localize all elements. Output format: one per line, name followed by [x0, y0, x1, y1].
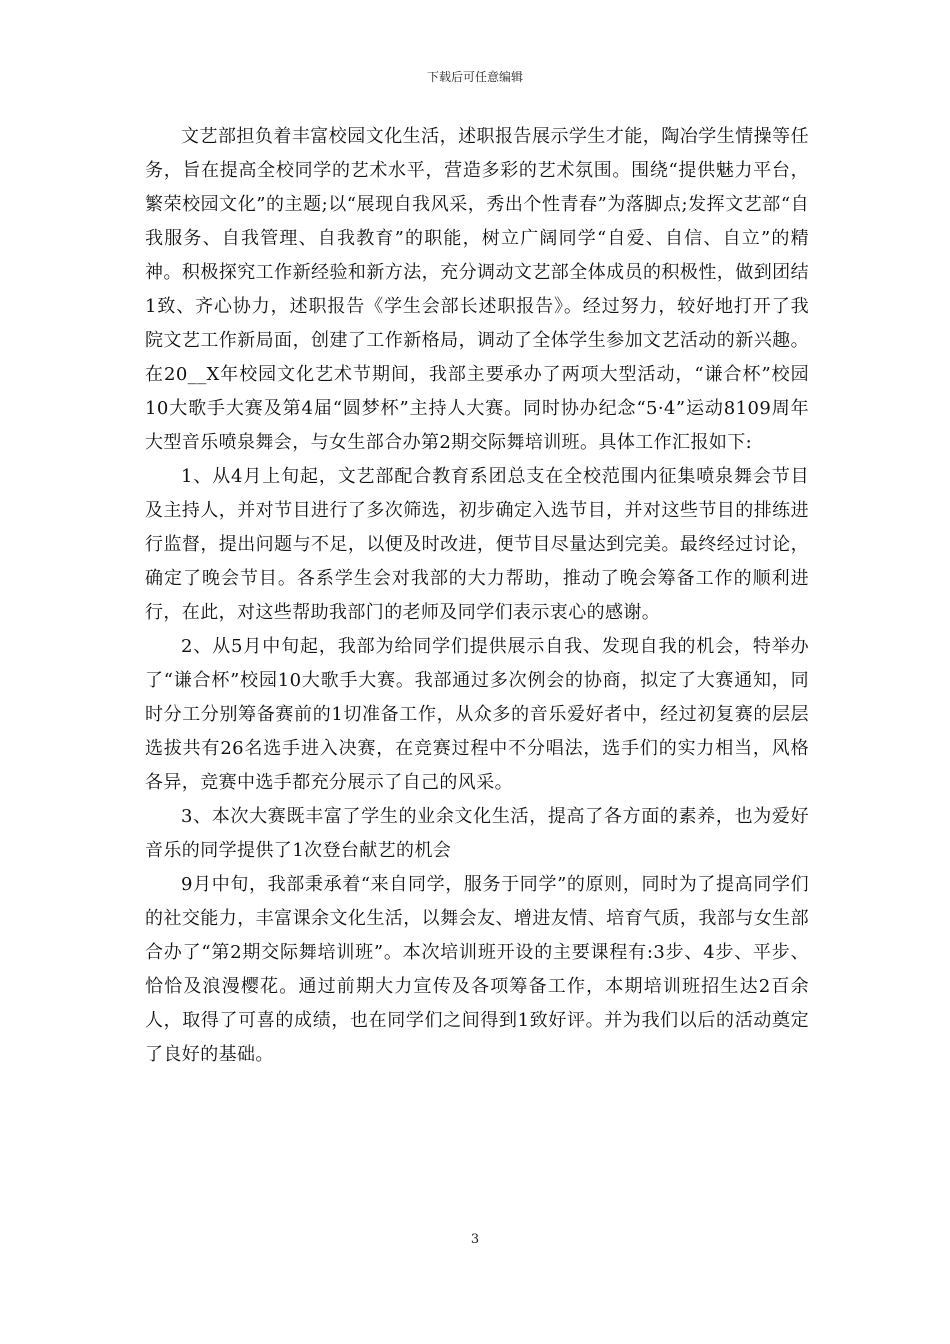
paragraph-item-3: 3、本次大赛既丰富了学生的业余文化生活，提高了各方面的素养，也为爱好音乐的同学提供了1次登台献艺的机会 — [145, 806, 809, 861]
document-body — [145, 120, 809, 1072]
paragraph-intro: 文艺部担负着丰富校园文化生活，述职报告展示学生才能，陶冶学生情操等任务，旨在提高全校同学的艺术水平，营造多彩的艺术氛围。围绕“提供魅力平台，繁荣校园文化”的主题;以“展现自我风采，秀出个性青春”为落脚点;发挥文艺部“自我服务、自我管理、自我教育”的职能，树立广阔同学“自爱、自信、自立”的精神。积极探究工作新经验和新方法，充分调动文艺部全体成员的积极性，做到团结1致、齐心协力，述职报告《学生会部长述职报告》。经过努力，较好地打开了我院文艺工作新局面，创建了工作新格局，调动了全体学生参加文艺活动的新兴趣。在20__X年校园文化艺术节期间，我部主要承办了两项大型活动，“谦合杯”校园10大歌手大赛及第4届“圆梦杯”主持人大赛。同时协办纪念“5·4”运动8109周年大型音乐喷泉舞会，与女生部合办第2期交际舞培训班。具体工作汇报如下: — [145, 126, 809, 453]
page-number: 3 — [470, 1232, 480, 1247]
paragraph-september: 9月中旬，我部秉承着“来自同学，服务于同学”的原则，同时为了提高同学们的社交能力，丰富课余文化生活，以舞会友、增进友情、培育气质，我部与女生部合办了“第2期交际舞培训班”。本次培训班开设的主要课程有:3步、4步、平步、恰恰及浪漫樱花。通过前期大力宣传及各项筹备工作，本期培训班招生达2百余人，取得了可喜的成绩，也在同学们之间得到1致好评。并为我们以后的活动奠定了良好的基础。 — [145, 874, 809, 1065]
paragraph-item-2: 2、从5月中旬起，我部为给同学们提供展示自我、发现自我的机会，特举办了“谦合杯”校园10大歌手大赛。我部通过多次例会的协商，拟定了大赛通知，同时分工分别筹备赛前的1切准备工作，从众多的音乐爱好者中，经过初复赛的层层选拔共有26名选手进入决赛，在竞赛过程中不分唱法，选手们的实力相当，风格各异，竞赛中选手都充分展示了自己的风采。 — [145, 636, 809, 793]
paragraph-item-1: 1、从4月上旬起，文艺部配合教育系团总支在全校范围内征集喷泉舞会节目及主持人，并对节目进行了多次筛选，初步确定入选节目，并对这些节目的排练进行监督，提出问题与不足，以便及时改进，便节目尽量达到完美。最终经过讨论，确定了晚会节目。各系学生会对我部的大力帮助，推动了晚会筹备工作的顺利进行，在此，对这些帮助我部门的老师及同学们表示衷心的感谢。 — [145, 466, 809, 623]
page-header-note: 下载后可任意编辑 — [426, 70, 523, 84]
